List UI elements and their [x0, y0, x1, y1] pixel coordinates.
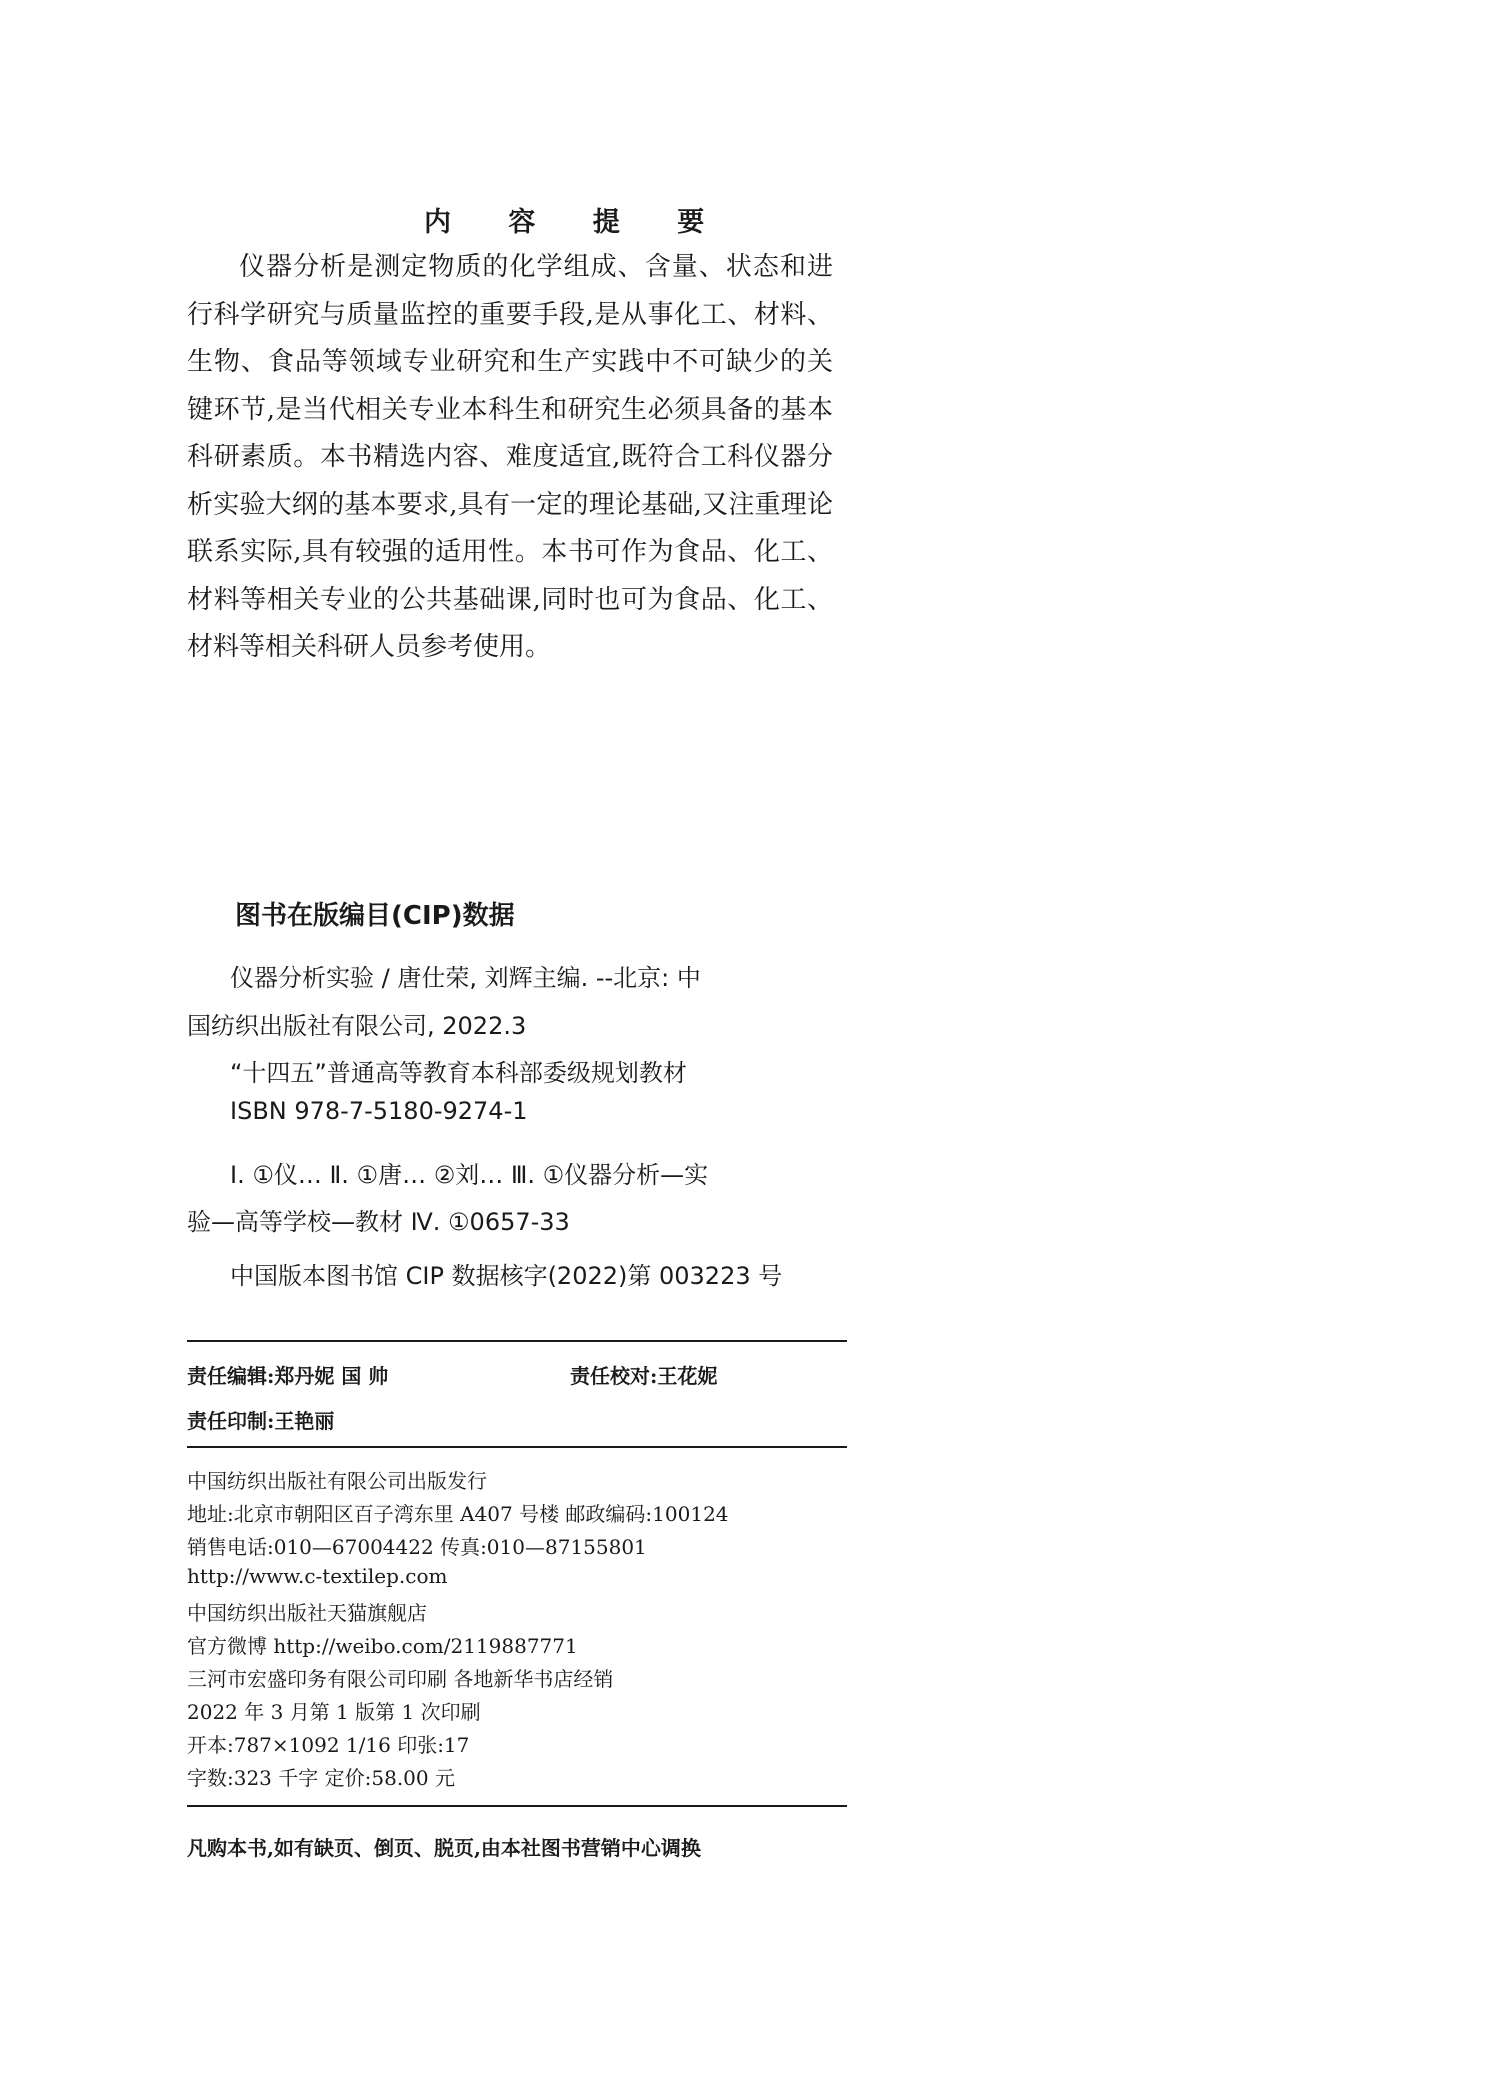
cip-title: 图书在版编目(CIP)数据: [235, 901, 515, 931]
summary-paragraph: 仪器分析是测定物质的化学组成、含量、状态和进行科学研究与质量监控的重要手段,是从事化工、材料、生物、食品等领域专业研究和生产实践中不可缺少的关键环节,是当代相关专业本科生和研究生必须具备的基本科研素质。本书精选内容、难度适宜,既符合工科仪器分析实验大纲的基本要求,具有一定的理论基础,又注重理论联系实际,具有较强的适用性。本书可作为食品、化工、材料等相关专业的公共基础课,同时也可为食品、化工、材料等相关科研人员参考使用。: [187, 252, 833, 662]
responsible-print-manager: 责任印制:王艳丽: [187, 1409, 335, 1433]
cip-line-3: “十四五”普通高等教育本科部委级规划教材: [230, 1059, 687, 1087]
publisher-weibo: 官方微博 http://weibo.com/2119887771: [187, 1634, 578, 1658]
publisher-printer: 三河市宏盛印务有限公司印刷 各地新华书店经销: [187, 1667, 614, 1691]
cip-line-1: 仪器分析实验 / 唐仕荣, 刘辉主编. --北京: 中: [230, 964, 701, 992]
publisher-phone: 销售电话:010—67004422 传真:010—87155801: [187, 1535, 647, 1559]
cip-line-5: Ⅰ. ①仪… Ⅱ. ①唐… ②刘… Ⅲ. ①仪器分析—实: [230, 1161, 709, 1189]
publisher-edition: 2022 年 3 月第 1 版第 1 次印刷: [187, 1700, 481, 1724]
divider-bottom: [187, 1805, 847, 1807]
cip-line-7: 中国版本图书馆 CIP 数据核字(2022)第 003223 号: [230, 1262, 783, 1290]
divider-top: [187, 1340, 847, 1342]
publisher-line: 中国纺织出版社有限公司出版发行: [187, 1469, 487, 1493]
publisher-store: 中国纺织出版社天猫旗舰店: [187, 1601, 427, 1625]
responsible-editor: 责任编辑:郑丹妮 国 帅: [187, 1364, 389, 1388]
summary-heading: 内 容 提 要: [424, 207, 729, 238]
publisher-website: http://www.c-textilep.com: [187, 1564, 448, 1588]
publisher-address: 地址:北京市朝阳区百子湾东里 A407 号楼 邮政编码:100124: [187, 1502, 729, 1526]
cip-line-2: 国纺织出版社有限公司, 2022.3: [187, 1012, 527, 1040]
publisher-format: 开本:787×1092 1/16 印张:17: [187, 1733, 470, 1757]
publisher-price: 字数:323 千字 定价:58.00 元: [187, 1766, 455, 1790]
footer-notice: 凡购本书,如有缺页、倒页、脱页,由本社图书营销中心调换: [187, 1836, 701, 1860]
divider-middle: [187, 1446, 847, 1448]
responsible-proofreader: 责任校对:王花妮: [570, 1364, 718, 1388]
cip-line-4: ISBN 978-7-5180-9274-1: [230, 1097, 528, 1125]
cip-line-6: 验—高等学校—教材 Ⅳ. ①0657-33: [187, 1208, 570, 1236]
